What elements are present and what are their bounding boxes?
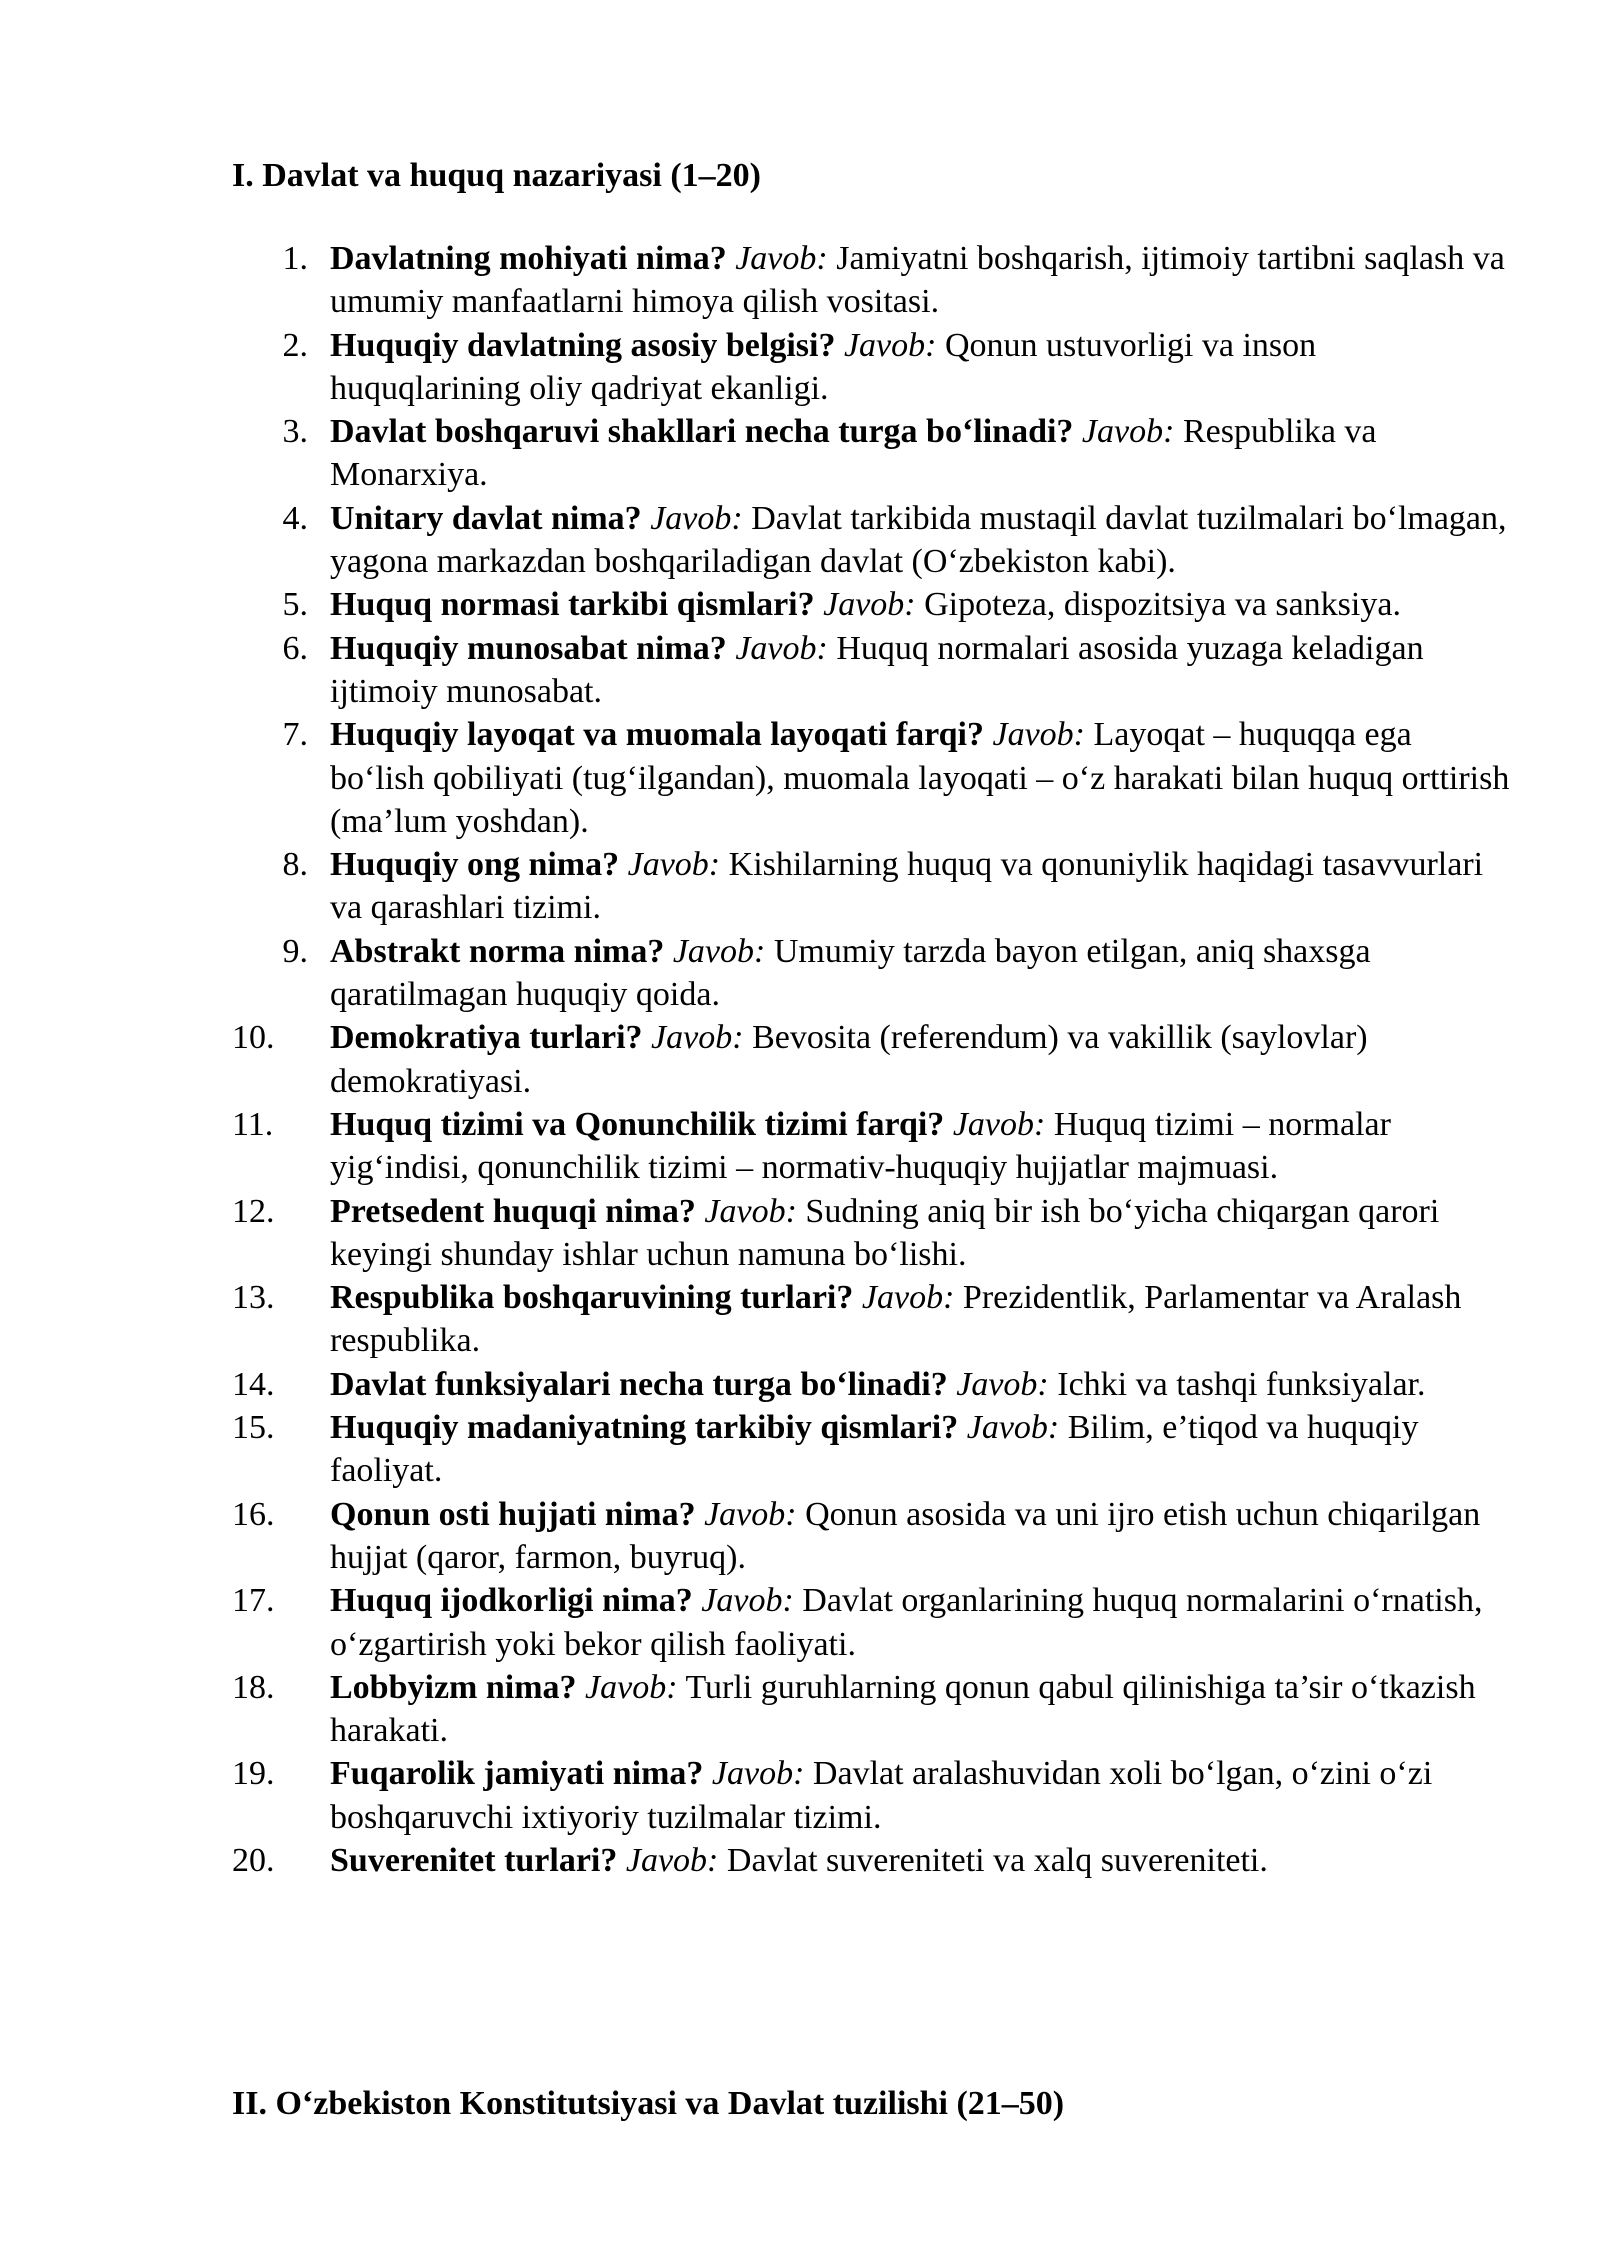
answer-label: Javob: [861, 1279, 955, 1317]
answer-label: Javob: [585, 1668, 678, 1706]
section-heading: I. Davlat va huquq nazariyasi (1–20) [232, 157, 761, 194]
question-text: Demokratiya turlari? [330, 1019, 643, 1057]
answer-label: Javob: [735, 240, 828, 277]
list-item [232, 627, 1512, 714]
item-number: 13. [232, 1279, 275, 1317]
item-number: 3. [282, 413, 308, 451]
answer-text: Davlat suvereniteti va xalq suvereniteti. [726, 1841, 1268, 1879]
answer-label: Javob: [1081, 413, 1175, 451]
question-text: Davlat boshqaruvi shakllari necha turga bo‘linadi? [330, 413, 1074, 451]
answer-label: Javob: [701, 1582, 794, 1620]
item-number: 5. [282, 586, 308, 624]
item-number: 1. [282, 240, 308, 277]
answer-label: Javob: [966, 1409, 1060, 1447]
question-text: Pretsedent huquqi nima? [330, 1192, 696, 1230]
list-item [232, 843, 1512, 930]
list-item [232, 713, 1512, 843]
answer-label: Javob: [672, 932, 766, 970]
answer-text: Davlat tarkibida mustaqil davlat tuzilmalari bo‘lmagan, yagona markazdan boshqariladigan davlat (O‘zbekiston kabi). [330, 499, 1507, 581]
question-text: Huquq ijodkorligi nima? [330, 1582, 693, 1620]
answer-text: Bilim, e’tiqod va huquqiy faoliyat. [330, 1409, 1419, 1490]
answer-label: Javob: [843, 326, 937, 364]
question-text: Huquq normasi tarkibi qismlari? [330, 586, 815, 624]
item-number: 19. [232, 1755, 275, 1793]
answer-text: Jamiyatni boshqarish, ijtimoiy tartibni saqlash va umumiy manfaatlarni himoya qilish vositasi. [330, 240, 1505, 321]
answer-text: Umumiy tarzda bayon etilgan, aniq shaxsga qaratilmagan huquqiy qoida. [330, 932, 1371, 1014]
answer-text: Respublika va Monarxiya. [330, 413, 1377, 494]
answer-label: Javob: [650, 499, 743, 537]
question-text: Huquqiy madaniyatning tarkibiy qismlari? [330, 1409, 959, 1447]
question-text: Huquqiy layoqat va muomala layoqati farqi? [330, 716, 984, 754]
item-number: 11. [232, 1105, 274, 1143]
answer-text: Turli guruhlarning qonun qabul qilinishiga ta’sir o‘tkazish harakati. [330, 1668, 1476, 1750]
answer-label: Javob: [952, 1105, 1046, 1143]
list-item [232, 1752, 1512, 1839]
list-item [232, 1579, 1512, 1666]
answer-text: Kishilarning huquq va qonuniylik haqidagi tasavvurlari va qarashlari tizimi. [330, 846, 1484, 927]
answer-text: Sudning aniq bir ish bo‘yicha chiqargan qarori keyingi shunday ishlar uchun namuna bo‘lishi. [330, 1192, 1440, 1273]
answer-label: Javob: [627, 846, 721, 884]
answer-text: Ichki va tashqi funksiyalar. [1057, 1365, 1426, 1403]
question-text: Unitary davlat nima? [330, 499, 642, 537]
question-text: Lobbyizm nima? [330, 1668, 577, 1706]
item-number: 16. [232, 1495, 275, 1533]
list-item [232, 930, 1512, 1017]
item-number: 6. [282, 629, 308, 667]
answer-text: Layoqat – huquqqa ega bo‘lish qobiliyati (tug‘ilgandan), muomala layoqati – o‘z harakati bilan huquq orttirish (ma’lum yoshdan). [330, 716, 1510, 840]
item-number: 18. [232, 1668, 275, 1706]
item-number: 10. [232, 1019, 275, 1057]
question-list [232, 237, 1512, 1882]
list-item [232, 1363, 1512, 1406]
list-item [232, 497, 1512, 584]
list-item [232, 1016, 1512, 1103]
answer-text: Huquq tizimi – normalar yig‘indisi, qonunchilik tizimi – normativ-huquqiy hujjatlar majmuasi. [330, 1105, 1391, 1187]
answer-label: Javob: [651, 1019, 744, 1057]
list-item [232, 1839, 1512, 1882]
answer-text: Davlat organlarining huquq normalarini o‘rnatish, o‘zgartirish yoki bekor qilish faoliyati. [330, 1582, 1483, 1663]
list-item [232, 1493, 1512, 1580]
item-number: 8. [282, 846, 308, 884]
answer-label: Javob: [735, 629, 828, 667]
item-number: 9. [282, 932, 308, 970]
question-text: Huquqiy munosabat nima? [330, 629, 727, 667]
answer-text: Huquq normalari asosida yuzaga keladigan ijtimoiy munosabat. [330, 629, 1424, 710]
answer-label: Javob: [823, 586, 916, 624]
answer-label: Javob: [704, 1192, 797, 1230]
section-heading: II. O‘zbekiston Konstitutsiyasi va Davlat tuzilishi (21–50) [232, 2085, 1065, 2122]
question-text: Huquqiy ong nima? [330, 846, 620, 884]
list-item [232, 1103, 1512, 1190]
question-text: Qonun osti hujjati nima? [330, 1495, 696, 1533]
answer-label: Javob: [625, 1841, 719, 1879]
question-text: Abstrakt norma nima? [330, 932, 665, 970]
item-number: 2. [282, 326, 308, 364]
answer-label: Javob: [711, 1755, 805, 1793]
answer-label: Javob: [992, 716, 1086, 754]
item-number: 12. [232, 1192, 275, 1230]
answer-text: Davlat aralashuvidan xoli bo‘lgan, o‘zini o‘zi boshqaruvchi ixtiyoriy tuzilmalar tizimi. [330, 1755, 1433, 1836]
answer-text: Qonun asosida va uni ijro etish uchun chiqarilgan hujjat (qaror, farmon, buyruq). [330, 1495, 1481, 1576]
item-number: 7. [282, 716, 308, 754]
question-text: Davlatning mohiyati nima? [330, 240, 727, 277]
item-number: 14. [232, 1365, 275, 1403]
answer-text: Bevosita (referendum) va vakillik (saylovlar) demokratiyasi. [330, 1019, 1368, 1100]
answer-text: Qonun ustuvorligi va inson huquqlarining oliy qadriyat ekanligi. [330, 326, 1317, 407]
question-text: Huquqiy davlatning asosiy belgisi? [330, 326, 836, 364]
question-text: Suverenitet turlari? [330, 1841, 618, 1879]
list-item [232, 1276, 1512, 1363]
item-number: 15. [232, 1409, 275, 1447]
question-text: Fuqarolik jamiyati nima? [330, 1755, 704, 1793]
item-number: 17. [232, 1582, 275, 1620]
answer-text: Gipoteza, dispozitsiya va sanksiya. [924, 586, 1401, 624]
list-item [232, 1666, 1512, 1753]
list-item [232, 583, 1512, 626]
list-item [232, 324, 1512, 411]
list-item [232, 237, 1512, 324]
answer-label: Javob: [704, 1495, 797, 1533]
question-text: Huquq tizimi va Qonunchilik tizimi farqi? [330, 1105, 945, 1143]
question-text: Respublika boshqaruvining turlari? [330, 1279, 854, 1317]
list-item [232, 1406, 1512, 1493]
item-number: 4. [282, 499, 308, 537]
list-item [232, 410, 1512, 497]
list-item [232, 1190, 1512, 1277]
item-number: 20. [232, 1841, 275, 1879]
question-text: Davlat funksiyalari necha turga bo‘linadi? [330, 1365, 948, 1403]
answer-text: Prezidentlik, Parlamentar va Aralash respublika. [330, 1279, 1462, 1360]
answer-label: Javob: [956, 1365, 1049, 1403]
